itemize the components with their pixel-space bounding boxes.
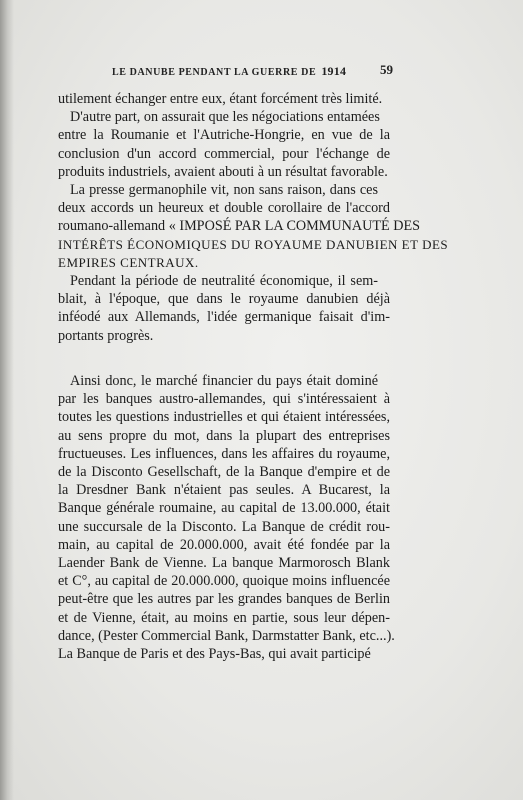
text-line: et de Vienne, était, au moins en partie, sous leur dépen-	[58, 609, 390, 626]
page-gutter-shadow	[0, 0, 14, 800]
text-line: par les banques austro-allemandes, qui s'intéressaient à	[58, 391, 390, 408]
page-number: 59	[380, 62, 393, 77]
text-line: deux accords un heureux et double corollaire de l'accord	[58, 200, 390, 217]
text-line: main, au capital de 20.000.000, avait été fondée par la	[58, 536, 390, 553]
text-line: toutes les questions industrielles et qui étaient intéressées,	[58, 409, 390, 426]
text-line: conclusion d'un accord commercial, pour l'échange de	[58, 145, 390, 162]
text-line: blait, à l'époque, que dans le royaume danubien déjà	[58, 291, 390, 308]
text-line: La presse germanophile vit, non sans raison, dans ces	[70, 182, 378, 199]
text-line: entre la Roumanie et l'Autriche-Hongrie, en vue de la	[58, 127, 390, 144]
text-line: peut-être que les autres par les grandes banques de Berlin	[58, 591, 390, 608]
running-header	[112, 64, 395, 79]
text-line: et C°, au capital de 20.000.000, quoique moins influencée	[58, 573, 390, 590]
text-line: portants progrès.	[58, 327, 154, 344]
text-line: La Banque de Paris et des Pays-Bas, qui avait participé	[58, 646, 371, 663]
text-line: la Dresdner Bank n'étaient pas seules. A Bucarest, la	[58, 482, 390, 499]
text-line: dance, (Pester Commercial Bank, Darmstatter Bank, etc...).	[58, 627, 395, 644]
text-line: D'autre part, on assurait que les négociations entamées	[70, 109, 380, 126]
text-line: Ainsi donc, le marché financier du pays était dominé	[70, 373, 378, 389]
text-line: de la Disconto Gesellschaft, de la Banque d'empire et de	[58, 464, 390, 481]
text-line: roumano-allemand « IMPOSÉ PAR LA COMMUNAUTÉ DES	[58, 218, 421, 235]
running-title-year: 1914	[321, 64, 347, 78]
text-line: INTÉRÊTS ÉCONOMIQUES DU ROYAUME DANUBIEN ET DES	[58, 236, 449, 252]
text-line: EMPIRES CENTRAUX.	[58, 254, 199, 270]
text-block-1	[58, 90, 449, 345]
text-line: Banque générale roumaine, au capital de 13.00.000, était	[58, 500, 390, 517]
text-line: Laender Bank de Vienne. La banque Marmorosch Blank	[58, 555, 390, 572]
text-line: fructueuses. Les influences, dans les affaires du royaume,	[58, 445, 390, 462]
text-line: produits industriels, avaient abouti à un résultat favorable.	[58, 163, 388, 180]
text-block-2	[58, 372, 395, 663]
text-line: inféodé aux Allemands, l'idée germanique faisait d'im-	[58, 309, 390, 326]
text-line: une succursale de la Disconto. La Banque de crédit rou-	[58, 518, 390, 535]
text-line: Pendant la période de neutralité économique, il sem-	[70, 273, 378, 290]
text-line: utilement échanger entre eux, étant forcément très limité.	[58, 91, 383, 107]
running-title: LE DANUBE PENDANT LA GUERRE DE	[112, 67, 317, 78]
text-line: au sens propre du mot, dans la plupart des entreprises	[58, 427, 390, 444]
